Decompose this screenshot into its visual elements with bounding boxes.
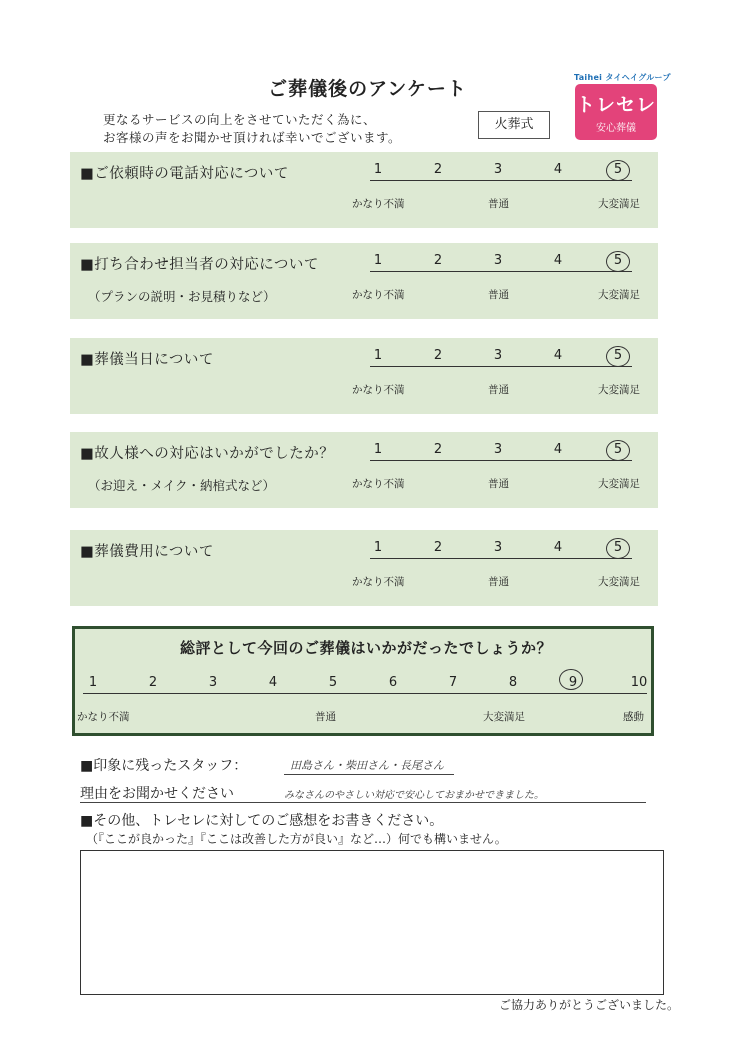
comments-hint: （『ここが良かった』『ここは改善した方が良い』など…）何でも構いません。 <box>86 832 507 846</box>
group-brand-label: Taihei タイヘイグループ <box>574 73 671 82</box>
scale-number[interactable]: 3 <box>493 540 503 555</box>
overall-label: 大変満足 <box>483 711 525 723</box>
scale-label-high: 大変満足 <box>598 576 640 588</box>
thanks-message: ご協力ありがとうございました。 <box>498 998 679 1012</box>
comments-label: ■その他、トレセレに対してのご感想をお書きください。 <box>80 813 444 829</box>
scale-number[interactable]: 1 <box>373 348 383 363</box>
intro-line-1: 更なるサービスの向上をさせていただく為に、 <box>103 112 377 127</box>
answer-circle <box>606 251 630 272</box>
overall-number[interactable]: 2 <box>148 675 158 690</box>
overall-title: 総評として今回のご葬儀はいかがだったでしょうか？ <box>179 639 552 657</box>
overall-number[interactable]: 1 <box>88 675 98 690</box>
scale-number[interactable]: 2 <box>433 162 443 177</box>
scale-label-mid: 普通 <box>488 576 509 588</box>
scale-number[interactable]: 2 <box>433 540 443 555</box>
scale-label-low: かなり不満 <box>352 576 405 588</box>
overall-rating-box <box>72 626 654 736</box>
scale-number[interactable]: 3 <box>493 348 503 363</box>
scale-number[interactable]: 4 <box>553 540 563 555</box>
brand-name: トレセレ <box>575 94 656 116</box>
scale-number[interactable]: 5 <box>613 253 623 268</box>
scale-line <box>370 558 632 559</box>
overall-number[interactable]: 8 <box>508 675 518 690</box>
question-title: ■ご依頼時の電話対応について <box>80 166 289 182</box>
overall-scale-line <box>83 693 647 694</box>
question-title: ■葬儀費用について <box>80 544 214 560</box>
question-subtitle: （お迎え・メイク・納棺式など） <box>88 478 276 493</box>
scale-label-mid: 普通 <box>488 198 509 210</box>
scale-label-mid: 普通 <box>488 384 509 396</box>
overall-number[interactable]: 3 <box>208 675 218 690</box>
overall-label: 普通 <box>315 711 336 723</box>
overall-label: かなり不満 <box>77 711 130 723</box>
answer-circle <box>606 346 630 367</box>
scale-number[interactable]: 5 <box>613 162 623 177</box>
question-title: ■葬儀当日について <box>80 352 214 368</box>
brand-logo <box>575 84 657 140</box>
scale-number[interactable]: 2 <box>433 442 443 457</box>
scale-line <box>370 366 632 367</box>
answer-circle <box>606 538 630 559</box>
overall-number[interactable]: 5 <box>328 675 338 690</box>
scale-number[interactable]: 1 <box>373 540 383 555</box>
overall-number[interactable]: 6 <box>388 675 398 690</box>
scale-line <box>370 271 632 272</box>
answer-circle <box>606 440 630 461</box>
scale-number[interactable]: 3 <box>493 442 503 457</box>
scale-label-high: 大変満足 <box>598 384 640 396</box>
scale-line <box>370 180 632 181</box>
comments-box[interactable] <box>80 850 664 995</box>
intro-line-2: お客様の声をお聞かせ頂ければ幸いでございます。 <box>103 130 402 145</box>
scale-number[interactable]: 4 <box>553 348 563 363</box>
scale-label-low: かなり不満 <box>352 384 405 396</box>
scale-label-high: 大変満足 <box>598 289 640 301</box>
scale-number[interactable]: 5 <box>613 540 623 555</box>
scale-number[interactable]: 2 <box>433 348 443 363</box>
overall-answer-circle <box>559 669 583 690</box>
staff-underline <box>284 774 454 775</box>
scale-label-mid: 普通 <box>488 289 509 301</box>
question-title: ■故人様への対応はいかがでしたか？ <box>80 446 335 462</box>
scale-number[interactable]: 2 <box>433 253 443 268</box>
scale-label-low: かなり不満 <box>352 289 405 301</box>
question-title: ■打ち合わせ担当者の対応について <box>80 257 319 273</box>
scale-number[interactable]: 3 <box>493 253 503 268</box>
reason-value[interactable]: みなさんのやさしい対応で安心しておまかせできました。 <box>284 790 544 801</box>
staff-value[interactable]: 田島さん・柴田さん・長尾さん <box>290 759 444 772</box>
overall-label: 感動 <box>623 711 644 723</box>
scale-label-low: かなり不満 <box>352 198 405 210</box>
scale-number[interactable]: 5 <box>613 348 623 363</box>
scale-number[interactable]: 4 <box>553 162 563 177</box>
scale-line <box>370 460 632 461</box>
page-title: ご葬儀後のアンケート <box>268 78 467 100</box>
scale-number[interactable]: 1 <box>373 442 383 457</box>
reason-underline <box>80 802 646 803</box>
overall-number[interactable]: 7 <box>448 675 458 690</box>
question-subtitle: （プランの説明・お見積りなど） <box>88 289 276 304</box>
overall-number[interactable]: 10 <box>630 675 648 690</box>
scale-number[interactable]: 4 <box>553 442 563 457</box>
scale-label-high: 大変満足 <box>598 478 640 490</box>
staff-label: ■印象に残ったスタッフ： <box>80 758 248 774</box>
reason-label: 理由をお聞かせください <box>80 786 234 802</box>
scale-number[interactable]: 1 <box>373 253 383 268</box>
scale-label-low: かなり不満 <box>352 478 405 490</box>
scale-number[interactable]: 1 <box>373 162 383 177</box>
scale-label-high: 大変満足 <box>598 198 640 210</box>
scale-number[interactable]: 3 <box>493 162 503 177</box>
brand-tagline: 安心葬儀 <box>596 123 636 134</box>
scale-number[interactable]: 5 <box>613 442 623 457</box>
scale-label-mid: 普通 <box>488 478 509 490</box>
ceremony-type-box: 火葬式 <box>478 111 550 139</box>
scale-number[interactable]: 4 <box>553 253 563 268</box>
answer-circle <box>606 160 630 181</box>
overall-number[interactable]: 9 <box>568 675 578 690</box>
overall-number[interactable]: 4 <box>268 675 278 690</box>
